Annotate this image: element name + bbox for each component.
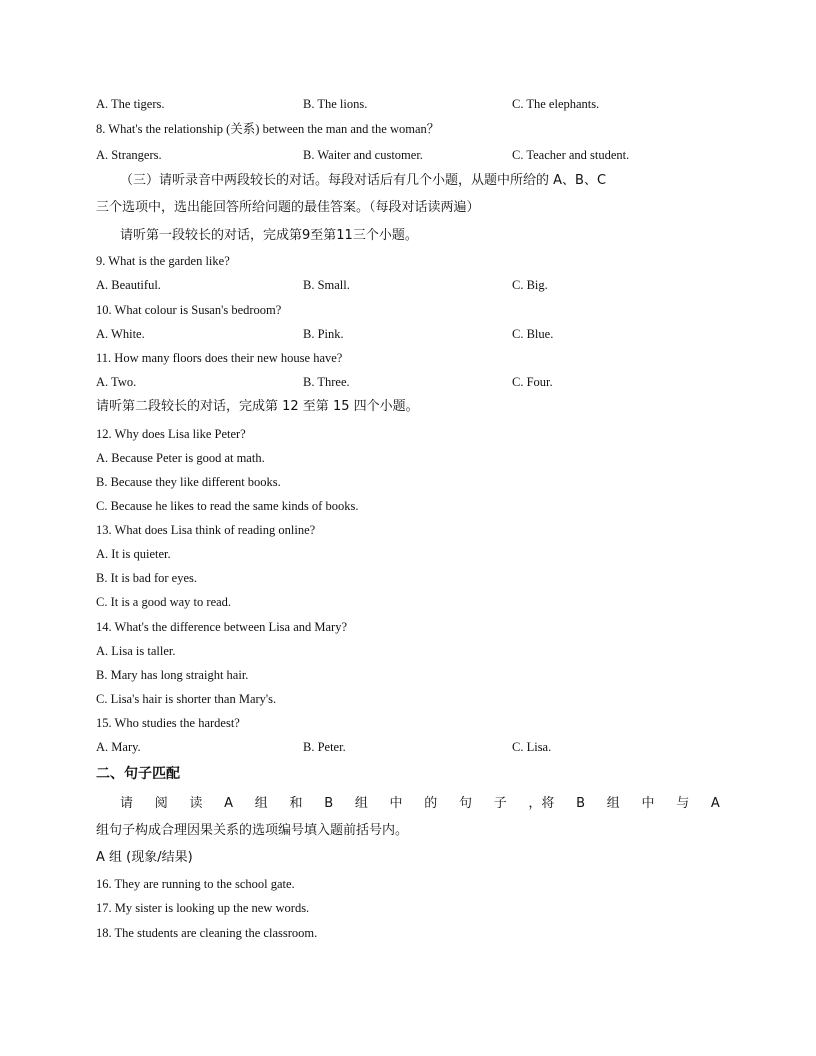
q13-question: 13. What does Lisa think of reading online?	[96, 523, 316, 537]
instruction-char: B	[324, 796, 334, 811]
section3-instruction-line2: 三个选项中，选出能回答所给问题的最佳答案。（每段对话读两遍）	[96, 200, 480, 215]
instruction-char: 子	[493, 796, 507, 811]
q9-option-b: B. Small.	[303, 278, 350, 292]
part2-heading: 二、句子匹配	[96, 766, 180, 782]
group-a-label: A 组 (现象/结果)	[96, 850, 193, 865]
instruction-char: 阅	[154, 796, 168, 811]
instruction-char: 中	[389, 796, 403, 811]
q12-option-a: A. Because Peter is good at math.	[96, 451, 265, 465]
instruction-char: 和	[289, 796, 303, 811]
q9-option-c: C. Big.	[512, 278, 548, 292]
q8-question: 8. What's the relationship (关系) between the man and the woman？	[96, 122, 440, 136]
q7-option-b: B. The lions.	[303, 97, 368, 111]
q10-question: 10. What colour is Susan's bedroom?	[96, 303, 282, 317]
instruction-char: 组	[606, 796, 620, 811]
q11-option-a: A. Two.	[96, 375, 137, 389]
instruction-char: 组	[354, 796, 368, 811]
section3-instruction-line1: （三）请听录音中两段较长的对话。每段对话后有几个小题，从题中所给的 A、B、C	[120, 173, 607, 188]
q13-option-b: B. It is bad for eyes.	[96, 571, 198, 585]
q8-option-b: B. Waiter and customer.	[303, 148, 423, 162]
part2-instruction-line2: 组句子构成合理因果关系的选项编号填入题前括号内。	[96, 823, 409, 838]
q14-option-c: C. Lisa's hair is shorter than Mary's.	[96, 692, 277, 706]
instruction-char: 的	[424, 796, 438, 811]
q10-option-b: B. Pink.	[303, 327, 344, 341]
q8-option-c: C. Teacher and student.	[512, 148, 630, 162]
q7-option-c: C. The elephants.	[512, 97, 600, 111]
q12-option-c: C. Because he likes to read the same kinds of books.	[96, 499, 359, 513]
item-17: 17. My sister is looking up the new words.	[96, 901, 310, 915]
q12-option-b: B. Because they like different books.	[96, 475, 281, 489]
q11-option-b: B. Three.	[303, 375, 350, 389]
q7-option-a: A. The tigers.	[96, 97, 165, 111]
q11-option-c: C. Four.	[512, 375, 553, 389]
q12-question: 12. Why does Lisa like Peter?	[96, 427, 246, 441]
q15-option-c: C. Lisa.	[512, 740, 552, 754]
q14-option-b: B. Mary has long straight hair.	[96, 668, 249, 682]
instruction-char: 与	[676, 796, 690, 811]
instruction-char: A	[224, 796, 234, 811]
q11-question: 11. How many floors does their new house have?	[96, 351, 343, 365]
item-16: 16. They are running to the school gate.	[96, 877, 295, 891]
dialogue1-intro: 请听第一段较长的对话，完成第9至第11三个小题。	[120, 228, 418, 243]
q14-question: 14. What's the difference between Lisa and Mary?	[96, 620, 347, 634]
instruction-char: 请	[120, 796, 134, 811]
instruction-char: B	[576, 796, 586, 811]
part2-instruction-line1	[120, 796, 720, 812]
instruction-char: 句	[458, 796, 472, 811]
q9-option-a: A. Beautiful.	[96, 278, 161, 292]
q9-question: 9. What is the garden like?	[96, 254, 230, 268]
q14-option-a: A. Lisa is taller.	[96, 644, 176, 658]
q13-option-a: A. It is quieter.	[96, 547, 171, 561]
instruction-char: 读	[189, 796, 203, 811]
q15-option-b: B. Peter.	[303, 740, 346, 754]
instruction-char: A	[710, 796, 720, 811]
q13-option-c: C. It is a good way to read.	[96, 595, 232, 609]
q10-option-c: C. Blue.	[512, 327, 554, 341]
item-18: 18. The students are cleaning the classroom.	[96, 926, 318, 940]
q10-option-a: A. White.	[96, 327, 145, 341]
q15-option-a: A. Mary.	[96, 740, 141, 754]
instruction-char: 中	[641, 796, 655, 811]
dialogue2-intro: 请听第二段较长的对话，完成第 12 至第 15 四个小题。	[96, 399, 419, 414]
instruction-char: ，将	[528, 796, 555, 811]
q8-option-a: A. Strangers.	[96, 148, 162, 162]
q15-question: 15. Who studies the hardest?	[96, 716, 240, 730]
instruction-char: 组	[254, 796, 268, 811]
